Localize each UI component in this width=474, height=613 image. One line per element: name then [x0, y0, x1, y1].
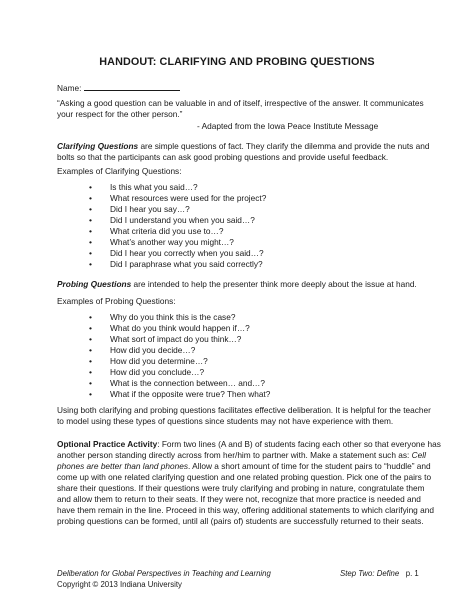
clarifying-examples-list [87, 182, 407, 270]
footer-page-number: p. 1 [405, 569, 419, 578]
list-item: • What sort of impact do you think…? [87, 334, 407, 345]
activity-statement-start: Cell [411, 450, 426, 460]
clarifying-definition [57, 141, 430, 163]
list-item: • What resources were used for the project? [87, 193, 407, 204]
list-item: • What do you think would happen if…? [87, 323, 407, 334]
probing-definition [57, 279, 427, 290]
clarifying-def-line-2: bolts so that the participants can ask good probing questions and provide useful feedback. [57, 152, 389, 162]
page-title: HANDOUT: CLARIFYING AND PROBING QUESTIONS [99, 56, 375, 68]
footer-course-title: Deliberation for Global Perspectives in Teaching and Learning [57, 569, 271, 578]
list-item: • How did you decide…? [87, 345, 407, 356]
quote-block [57, 98, 427, 120]
probing-examples-heading: Examples of Probing Questions: [57, 296, 176, 306]
list-item: • Did I understand you when you said…? [87, 215, 407, 226]
activity-line-2: another person standing directly across from her/him to partner with. Make a statement such as: [57, 450, 412, 460]
list-item: • Did I paraphrase what you said correctly? [87, 259, 407, 270]
clarifying-examples-heading: Examples of Clarifying Questions: [57, 166, 182, 176]
list-item: • What criteria did you use to…? [87, 226, 407, 237]
list-item: • How did you conclude…? [87, 367, 407, 378]
activity-line-6: and allow them to return to their seats. If they were not, recognize that more practice is needed and [57, 494, 421, 504]
probing-def-line-1: are intended to help the presenter think more deeply about the issue at hand. [131, 279, 417, 289]
probing-term: Probing Questions [57, 279, 132, 289]
probing-examples-list [87, 312, 407, 400]
list-item: • Did I hear you say…? [87, 204, 407, 215]
activity-line-5: share their questions. If their questions were truly clarifying and probing in nature, congratulate them [57, 483, 425, 493]
name-blank-line[interactable] [84, 82, 180, 91]
activity-line-7: have them remain in the line. Proceed in this way, offering additional statements to which clarifying and [57, 505, 434, 515]
activity-heading: Optional Practice Activity [57, 439, 158, 449]
list-item: • Why do you think this is the case? [87, 312, 407, 323]
clarifying-def-line-1: are simple questions of fact. They clarify the dilemma and provide the nuts and [138, 141, 430, 151]
activity-statement-end: phones are better than land phones [57, 461, 189, 471]
footer-step: Step Two: Define [340, 569, 400, 578]
quote-line-2: your respect for the other person.” [57, 109, 183, 119]
list-item: • What’s another way you might…? [87, 237, 407, 248]
list-item: • Is this what you said…? [87, 182, 407, 193]
activity-line-4: come up with one related clarifying question and one related probing question. Pick one of the pairs to [57, 472, 432, 482]
clarifying-term: Clarifying Questions [57, 141, 139, 151]
quote-line-1: “Asking a good question can be valuable in and of itself, irrespective of the answer. It communicates [57, 98, 424, 108]
list-item: • How did you determine…? [87, 356, 407, 367]
summary-line-2: to model using these types of questions since students may not have experience with them. [57, 416, 394, 426]
footer-copyright: Copyright © 2013 Indiana University [57, 580, 182, 589]
activity-line-8: probing questions can be formed, until all (pairs of) students are successfully returned to their seats. [57, 516, 424, 526]
name-field [57, 82, 427, 94]
activity-line-3: . Allow a short amount of time for the student pairs to “huddle” and [188, 461, 431, 471]
quote-attribution: - Adapted from the Iowa Peace Institute Message [197, 121, 379, 131]
footer-step-page [340, 568, 419, 579]
practice-activity-paragraph [57, 439, 441, 527]
activity-line-1: : Form two lines (A and B) of students facing each other so that everyone has [157, 439, 441, 449]
list-item: • Did I hear you correctly when you said…? [87, 248, 407, 259]
name-label: Name: [57, 83, 82, 93]
list-item: • What if the opposite were true? Then what? [87, 389, 407, 400]
list-item: • What is the connection between… and…? [87, 378, 407, 389]
summary-paragraph [57, 405, 431, 427]
summary-line-1: Using both clarifying and probing questions facilitates effective deliberation. It is helpful for the teacher [57, 405, 431, 415]
